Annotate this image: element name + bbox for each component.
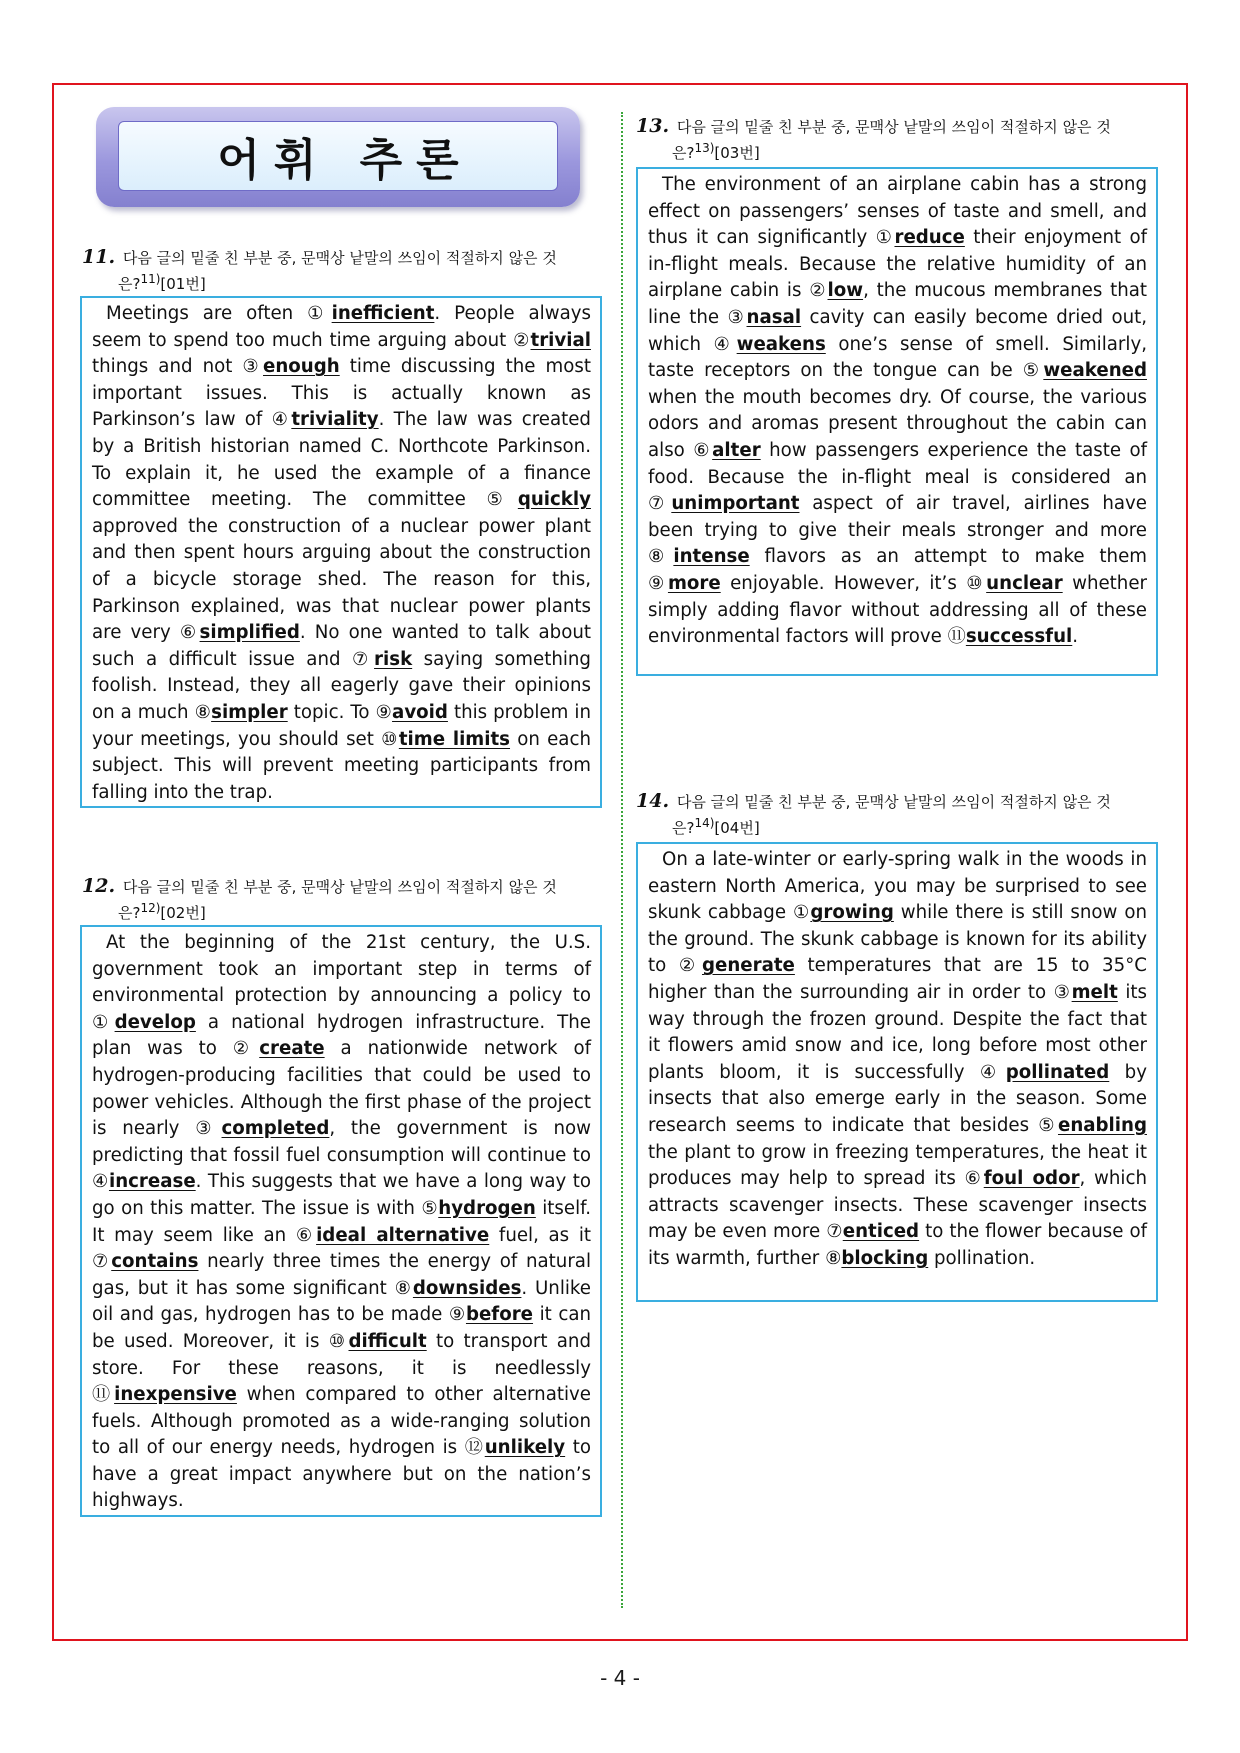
underlined-word: simplified	[199, 622, 300, 644]
section-title: 어휘 추론	[217, 135, 473, 186]
passage-12	[80, 925, 602, 1517]
question-number: 14.	[636, 790, 670, 812]
passage-text: Meetings are often ①inefficient. People always seem to spend too much time arguing about ②trivial things and not ③enough time discussing the most important issues. This is actually known as Parkinson’s law of ④triviality. The law was created by a British historian named C. Northcote Parkinson. To explain it, he used the example of a finance committee meeting. The committee ⑤quickly approved the construction of a nuclear power plant and then spent hours arguing about the construction of a bicycle storage shed. The reason for this, Parkinson explained, was that nuclear power plants are very ⑥simplified. No one wanted to talk about such a difficult issue and ⑦risk saying something foolish. Instead, they all eagerly gave their opinions on a much ⑧simpler topic. To ⑨avoid this problem in your meetings, you should set ⑩time limits on each subject. This will prevent meeting participants from falling into the trap.	[92, 303, 592, 803]
question-ref: [02번]	[160, 904, 206, 922]
passage-14	[636, 842, 1158, 1302]
underlined-word: create	[259, 1038, 325, 1060]
question-11-header	[82, 247, 602, 295]
question-prompt-end: 은?	[118, 275, 141, 293]
underlined-word: difficult	[348, 1330, 427, 1352]
underlined-word: inefficient	[331, 303, 435, 324]
underlined-word: low	[827, 280, 864, 302]
underlined-word: unclear	[986, 572, 1063, 594]
passage-text: At the beginning of the 21st century, the U.S. government took an important step in terms of environmental protection by announcing a policy to ①develop a national hydrogen infrastructure. The plan was to ②create a nationwide network of hydrogen-producing facilities that could be used to power vehicles. Although the first phase of the project is nearly ③completed, the government is now predicting that fossil fuel consumption will continue to ④increase. This suggests that we have a long way to go on this matter. The issue is with ⑤hydrogen itself. It may seem like an ⑥ideal alternative fuel, as it ⑦contains nearly three times the energy of natural gas, but it has some significant ⑧downsides. Unlike oil and gas, hydrogen has to be made ⑨before it can be used. Moreover, it is ⑩difficult to transport and store. For these reasons, it is needlessly ⑪inexpensive when compared to other alternative fuels. Although promoted as a wide-ranging solution to all of our energy needs, hydrogen is ⑫unlikely to have a great impact anywhere but on the nation’s highways.	[92, 932, 592, 1512]
underlined-word: time limits	[398, 728, 511, 750]
underlined-word: generate	[701, 955, 795, 977]
underlined-word: weakened	[1043, 360, 1147, 382]
underlined-word: alter	[712, 439, 761, 461]
passage-13	[636, 167, 1158, 676]
question-ref: [04번]	[714, 819, 760, 837]
underlined-word: growing	[810, 902, 894, 924]
underlined-word: enough	[263, 356, 340, 378]
section-title-box	[118, 121, 558, 191]
underlined-word: downsides	[412, 1277, 522, 1299]
underlined-word: foul odor	[983, 1168, 1080, 1190]
column-divider	[621, 112, 623, 1608]
underlined-word: quickly	[517, 489, 591, 511]
underlined-word: increase	[108, 1171, 196, 1193]
underlined-word: contains	[111, 1251, 199, 1273]
underlined-word: more	[667, 572, 721, 594]
underlined-word: pollinated	[1005, 1061, 1110, 1083]
underlined-word: unlikely	[484, 1437, 566, 1459]
underlined-word: blocking	[841, 1247, 929, 1269]
question-14-header	[636, 791, 1158, 839]
passage-text: On a late-winter or early-spring walk in the woods in eastern North America, you may be surprised to see skunk cabbage ①growing while there is still snow on the ground. The skunk cabbage is known for its ability to ②generate temperatures that are 15 to 35°C higher than the surrounding air in order to ③melt its way through the frozen ground. Despite the fact that it flowers amid snow and ice, long before most other plants bloom, it is successfully ④pollinated by insects that also emerge early in the season. Some research seems to indicate that besides ⑤enabling the plant to grow in freezing temperatures, the heat it produces may help to spread its ⑥foul odor, which attracts scavenger insects. These scavenger insects may be even more ⑦enticed to the flower because of its warmth, further ⑧blocking pollination.	[648, 849, 1148, 1269]
underlined-word: unimportant	[671, 493, 800, 515]
question-prompt: 다음 글의 밑줄 친 부분 중, 문맥상 낱말의 쓰임이 적절하지 않은 것	[122, 878, 557, 896]
underlined-word: ideal alternative	[316, 1224, 490, 1246]
question-ref: [03번]	[714, 144, 760, 162]
question-prompt: 다음 글의 밑줄 친 부분 중, 문맥상 낱말의 쓰임이 적절하지 않은 것	[676, 793, 1111, 811]
passage-11	[80, 296, 602, 808]
footnote-mark: 14)	[694, 816, 715, 830]
underlined-word: before	[465, 1304, 534, 1326]
underlined-word: weakens	[736, 333, 826, 355]
underlined-word: melt	[1071, 981, 1118, 1003]
underlined-word: successful	[965, 626, 1073, 648]
underlined-word: triviality	[291, 409, 379, 431]
question-ref: [01번]	[160, 275, 206, 293]
question-prompt: 다음 글의 밑줄 친 부분 중, 문맥상 낱말의 쓰임이 적절하지 않은 것	[676, 118, 1111, 136]
question-12-header	[82, 876, 602, 924]
question-number: 11.	[82, 246, 116, 268]
underlined-word: reduce	[894, 227, 965, 249]
footnote-mark: 13)	[694, 141, 715, 155]
question-number: 13.	[636, 115, 670, 137]
question-prompt-end: 은?	[118, 904, 141, 922]
footnote-mark: 12)	[140, 901, 161, 915]
question-number: 12.	[82, 875, 116, 897]
question-prompt-end: 은?	[672, 819, 695, 837]
underlined-word: simpler	[211, 701, 288, 723]
question-prompt-end: 은?	[672, 144, 695, 162]
underlined-word: nasal	[746, 306, 802, 328]
question-prompt: 다음 글의 밑줄 친 부분 중, 문맥상 낱말의 쓰임이 적절하지 않은 것	[122, 249, 557, 267]
footnote-mark: 11)	[140, 272, 161, 286]
underlined-word: develop	[114, 1011, 196, 1033]
underlined-word: intense	[673, 546, 750, 568]
section-title-plaque	[96, 107, 580, 207]
underlined-word: trivial	[530, 329, 591, 351]
question-13-header	[636, 116, 1158, 164]
underlined-word: enticed	[842, 1221, 920, 1243]
underlined-word: enabling	[1057, 1114, 1147, 1136]
underlined-word: avoid	[392, 701, 448, 723]
passage-text: The environment of an airplane cabin has a strong effect on passengers’ senses of taste and smell, and thus it can significantly ①reduce their enjoyment of in-flight meals. Because the relative humidity of an airplane cabin is ②low, the mucous membranes that line the ③nasal cavity can easily become dried out, which ④weakens one’s sense of smell. Similarly, taste receptors on the tongue can be ⑤weakened when the mouth becomes dry. Of course, the various odors and aromas present throughout the cabin can also ⑥alter how passengers experience the taste of food. Because the in-flight meal is considered an ⑦unimportant aspect of air travel, airlines have been trying to give their meals stronger and more ⑧intense flavors as an attempt to make them ⑨more enjoyable. However, it’s ⑩unclear whether simply adding flavor without addressing all of these environmental factors will prove ⑪successful.	[648, 174, 1148, 648]
page-number: - 4 -	[600, 1666, 640, 1690]
underlined-word: hydrogen	[438, 1197, 536, 1219]
underlined-word: inexpensive	[114, 1384, 237, 1406]
underlined-word: completed	[221, 1118, 330, 1140]
underlined-word: risk	[374, 648, 413, 670]
